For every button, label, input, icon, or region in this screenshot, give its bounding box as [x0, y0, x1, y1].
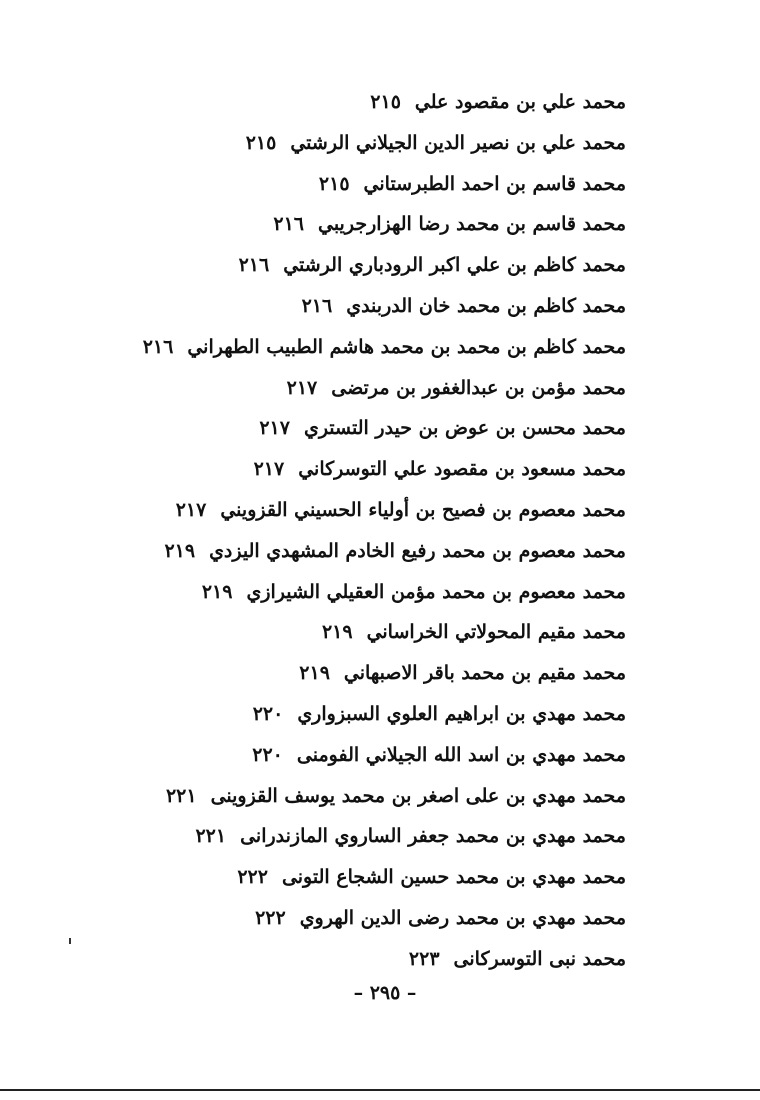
entry-page-number: ٢٢٢ — [237, 866, 268, 889]
list-item — [126, 286, 626, 327]
list-item — [126, 857, 626, 898]
entry-page-number: ٢٢٠ — [252, 743, 283, 766]
entry-page-number: ٢١٥ — [318, 172, 350, 195]
entry-page-number: ٢١٥ — [370, 91, 401, 113]
entry-page-number: ٢١٧ — [286, 376, 318, 399]
entry-name: محمد مهدي بن محمد حسين الشجاع التونى — [281, 866, 626, 889]
entry-name: محمد قاسم بن محمد رضا الهزارجريبي — [317, 213, 626, 236]
list-item — [126, 368, 626, 409]
entry-page-number: ٢٢١ — [195, 825, 227, 848]
list-item — [126, 449, 626, 490]
list-item — [126, 164, 626, 205]
list-item — [126, 245, 626, 286]
list-item — [126, 123, 626, 164]
entry-name: محمد مهدي بن محمد جعفر الساروي المازندرانى — [240, 825, 626, 848]
list-item — [126, 694, 626, 735]
list-item — [126, 408, 626, 449]
entry-name: محمد معصوم بن محمد رفيع الخادم المشهدي اليزدي — [209, 539, 626, 562]
list-item — [126, 653, 626, 694]
entry-name: محمد مهدي بن ابراهيم العلوي السبزواري — [297, 702, 626, 725]
list-item — [126, 327, 626, 368]
entry-page-number: ٢٢٣ — [408, 947, 440, 970]
entry-name: محمد مهدي بن محمد رضى الدين الهروي — [299, 906, 626, 929]
entry-page-number: ٢١٥ — [245, 131, 277, 154]
entry-name: محمد مسعود بن مقصود علي التوسركاني — [298, 458, 626, 481]
entry-name: محمد علي بن مقصود علي — [414, 91, 626, 113]
bottom-rule — [0, 1089, 760, 1091]
entry-name: محمد قاسم بن احمد الطبرستاني — [363, 172, 626, 195]
list-item — [126, 735, 626, 776]
entry-page-number: ٢١٦ — [273, 213, 304, 236]
list-item — [126, 776, 626, 817]
entry-name: محمد مقيم بن محمد باقر الاصبهاني — [343, 662, 626, 685]
entry-name: محمد مؤمن بن عبدالغفور بن مرتضى — [331, 376, 626, 399]
list-item — [126, 531, 626, 572]
entry-page-number: ٢١٩ — [201, 580, 233, 603]
entry-name: محمد مهدي بن على اصغر بن محمد يوسف القزوينى — [210, 784, 626, 807]
entry-page-number: ٢١٩ — [321, 621, 353, 644]
list-item — [126, 939, 626, 980]
list-item — [126, 204, 626, 245]
list-item — [126, 612, 626, 653]
entry-name: محمد مهدي بن اسد الله الجيلاني الفومنى — [296, 743, 626, 766]
list-item — [126, 490, 626, 531]
scan-speck — [69, 938, 71, 944]
entry-page-number: ٢١٦ — [301, 294, 333, 317]
entry-page-number: ٢٢٢ — [255, 906, 286, 929]
entry-page-number: ٢١٧ — [253, 458, 285, 481]
entry-name: محمد نبى التوسركانى — [453, 947, 626, 970]
list-item — [126, 898, 626, 939]
entry-page-number: ٢١٧ — [259, 417, 290, 440]
entry-page-number: ٢١٩ — [299, 662, 330, 685]
list-item — [126, 816, 626, 857]
entry-name: محمد كاظم بن محمد خان الدربندي — [346, 294, 626, 317]
entry-name: محمد علي بن نصير الدين الجيلاني الرشتي — [290, 131, 626, 154]
entry-name: محمد معصوم بن محمد مؤمن العقيلي الشيرازي — [246, 580, 626, 603]
page-number: – ٢٩٥ – — [353, 982, 417, 1004]
entry-name: محمد محسن بن عوض بن حيدر التستري — [303, 417, 626, 440]
entry-page-number: ٢٢١ — [165, 784, 197, 807]
entry-name: محمد مقيم المحولاتي الخراساني — [366, 621, 626, 644]
entry-page-number: ٢١٧ — [175, 498, 207, 521]
entry-page-number: ٢١٦ — [142, 335, 174, 358]
entry-page-number: ٢١٦ — [238, 254, 270, 277]
list-item — [126, 572, 626, 613]
entry-page-number: ٢١٩ — [164, 539, 196, 562]
entry-name: محمد معصوم بن فصيح بن أولياء الحسيني القزويني — [220, 498, 626, 521]
list-item — [126, 82, 626, 123]
entry-name: محمد كاظم بن علي اكبر الرودباري الرشتي — [283, 254, 626, 277]
index-list — [126, 82, 626, 980]
entry-name: محمد كاظم بن محمد بن محمد هاشم الطبيب الطهراني — [187, 335, 626, 358]
entry-page-number: ٢٢٠ — [252, 702, 284, 725]
